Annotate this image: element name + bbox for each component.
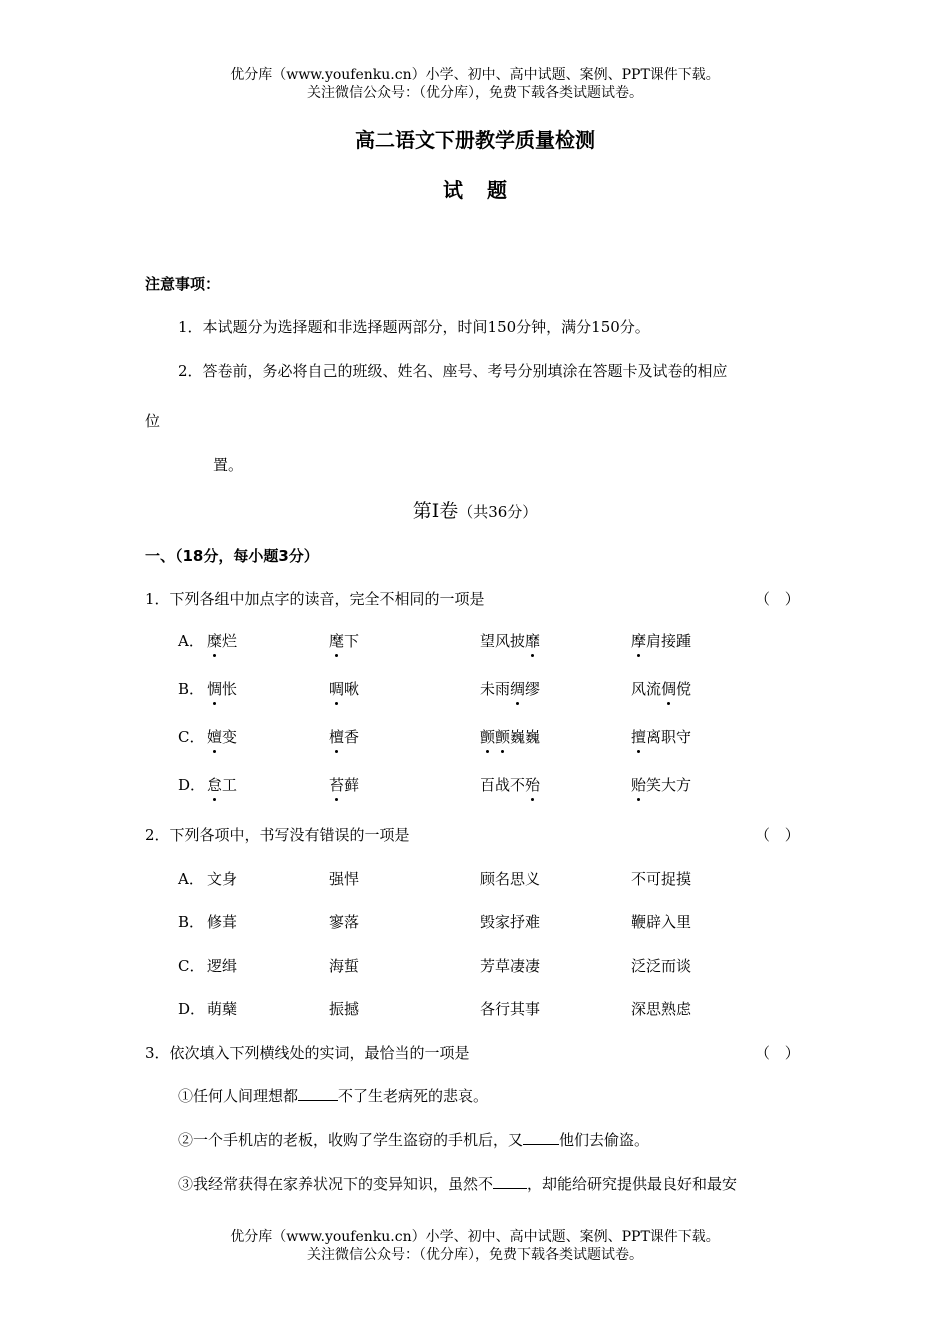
q3-stem: 3．依次填入下列横线处的实词，最恰当的一项是 bbox=[145, 1044, 470, 1062]
page-subtitle: 试题 bbox=[443, 178, 531, 202]
notes-item-1: 1．本试题分为选择题和非选择题两部分，时间150分钟，满分150分。 bbox=[178, 318, 650, 336]
q3-s3-pre: ③我经常获得在家养状况下的变异知识，虽然不 bbox=[178, 1175, 494, 1193]
option-word-2: 苔藓 bbox=[329, 776, 360, 794]
q3-s3-post: ，却能给研究提供最良好和最安 bbox=[527, 1175, 738, 1193]
option-label: D． bbox=[178, 776, 206, 794]
q3-s1-pre: ①任何人间理想都 bbox=[178, 1087, 299, 1105]
option-word-2: 振撼 bbox=[329, 1000, 360, 1018]
option-word-1: 逻缉 bbox=[207, 957, 238, 975]
option-word-3: 毁家抒难 bbox=[480, 913, 541, 931]
option-label: D． bbox=[178, 1000, 206, 1018]
header-line-2: 关注微信公众号：（优分库），免费下载各类试题试卷。 bbox=[307, 85, 643, 101]
q3-blank-3 bbox=[493, 1174, 527, 1189]
notes-item-2: 2．答卷前，务必将自己的班级、姓名、座号、考号分别填涂在答题卡及试卷的相应 bbox=[178, 362, 728, 380]
option-label: C． bbox=[178, 957, 205, 975]
q1-answer-paren: （ ） bbox=[755, 590, 800, 608]
option-word-3: 顾名思义 bbox=[480, 870, 541, 888]
q3-s1-post: 不了生老病死的悲哀。 bbox=[338, 1087, 489, 1105]
q3-sentence-3 bbox=[178, 1173, 737, 1194]
q3-blank-1 bbox=[298, 1086, 338, 1101]
option-word-4: 摩肩接踵 bbox=[631, 632, 692, 650]
option-word-2: 麾下 bbox=[329, 632, 360, 650]
page-title: 高二语文下册教学质量检测 bbox=[355, 128, 595, 152]
q3-sentence-1 bbox=[178, 1085, 488, 1106]
option-label: B． bbox=[178, 680, 205, 698]
q1-stem: 1．下列各组中加点字的读音，完全不相同的一项是 bbox=[145, 590, 485, 608]
option-word-1: 文身 bbox=[207, 870, 238, 888]
notes-item-2-cont-2: 置。 bbox=[213, 456, 244, 474]
q2-answer-paren: （ ） bbox=[755, 826, 800, 844]
option-label: A． bbox=[178, 870, 204, 888]
notes-heading: 注意事项： bbox=[145, 275, 221, 293]
option-word-4: 擅离职守 bbox=[631, 728, 692, 746]
option-word-1: 萌蘖 bbox=[207, 1000, 238, 1018]
option-word-2: 啁啾 bbox=[329, 680, 360, 698]
section-score: （共36分） bbox=[458, 503, 538, 521]
option-word-2: 檀香 bbox=[329, 728, 360, 746]
option-word-3: 芳草凄凄 bbox=[480, 957, 541, 975]
option-word-2: 强悍 bbox=[329, 870, 360, 888]
option-word-4: 深思熟虑 bbox=[631, 1000, 692, 1018]
option-word-2: 海蜇 bbox=[329, 957, 360, 975]
header-line-1: 优分库（www.youfenku.cn）小学、初中、高中试题、案例、PPT课件下载。 bbox=[230, 67, 720, 83]
section-label: 第Ⅰ卷 bbox=[412, 500, 459, 522]
option-word-4: 泛泛而谈 bbox=[631, 957, 692, 975]
q3-blank-2 bbox=[523, 1130, 559, 1145]
section-heading bbox=[0, 496, 950, 523]
option-label: C． bbox=[178, 728, 205, 746]
notes-item-2-cont-1: 位 bbox=[145, 412, 161, 430]
option-word-4: 贻笑大方 bbox=[631, 776, 692, 794]
q3-sentence-2 bbox=[178, 1129, 649, 1150]
option-word-1: 惆怅 bbox=[207, 680, 238, 698]
option-word-4: 鞭辟入里 bbox=[631, 913, 692, 931]
option-word-1: 修葺 bbox=[207, 913, 238, 931]
option-label: B． bbox=[178, 913, 205, 931]
option-word-4: 风流倜傥 bbox=[631, 680, 692, 698]
option-word-3: 颤颤巍巍 bbox=[480, 728, 541, 746]
q2-stem: 2．下列各项中，书写没有错误的一项是 bbox=[145, 826, 410, 844]
footer-line-1: 优分库（www.youfenku.cn）小学、初中、高中试题、案例、PPT课件下载。 bbox=[230, 1229, 720, 1245]
q3-s2-post: 他们去偷盗。 bbox=[559, 1131, 650, 1149]
q3-answer-paren: （ ） bbox=[755, 1044, 800, 1062]
option-label: A． bbox=[178, 632, 204, 650]
option-word-3: 各行其事 bbox=[480, 1000, 541, 1018]
option-word-3: 百战不殆 bbox=[480, 776, 541, 794]
option-word-4: 不可捉摸 bbox=[631, 870, 692, 888]
q3-s2-pre: ②一个手机店的老板，收购了学生盗窃的手机后，又 bbox=[178, 1131, 524, 1149]
footer-line-2: 关注微信公众号：（优分库），免费下载各类试题试卷。 bbox=[307, 1247, 643, 1263]
option-word-3: 未雨绸缪 bbox=[480, 680, 541, 698]
option-word-1: 嬗变 bbox=[207, 728, 238, 746]
option-word-3: 望风披靡 bbox=[480, 632, 541, 650]
option-word-1: 糜烂 bbox=[207, 632, 238, 650]
option-word-1: 怠工 bbox=[207, 776, 238, 794]
option-word-2: 寥落 bbox=[329, 913, 360, 931]
part-1-heading: 一、（18分，每小题3分） bbox=[145, 547, 319, 565]
